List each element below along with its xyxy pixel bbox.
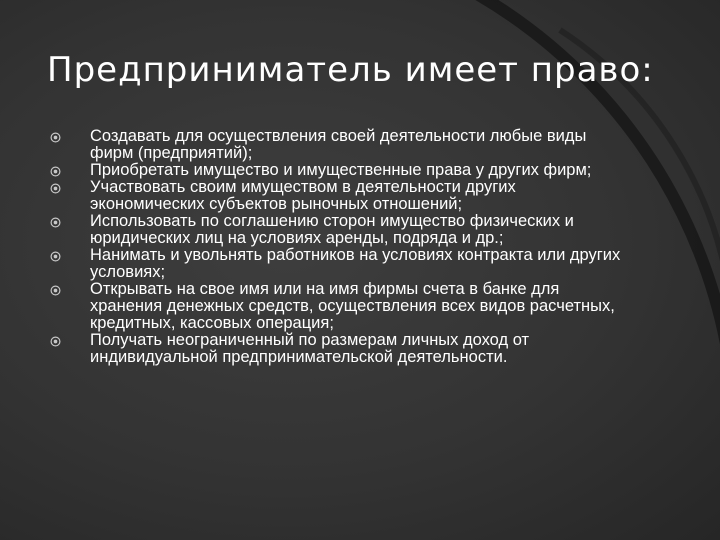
bullet-item bbox=[48, 281, 628, 332]
bullet-text: Создавать для осуществления своей деятельности любые виды фирм (предприятий); bbox=[90, 127, 587, 162]
bullet-item bbox=[48, 213, 628, 247]
bullet-text: Участвовать своим имуществом в деятельности других экономических субъектов рыночных отношений; bbox=[90, 178, 516, 213]
circle-dot-icon bbox=[50, 132, 61, 143]
bullet-item bbox=[48, 162, 628, 179]
bullet-text: Приобретать имущество и имущественные права у других фирм; bbox=[90, 161, 592, 179]
circle-dot-icon bbox=[50, 166, 61, 177]
circle-dot-icon bbox=[50, 336, 61, 347]
bullet-item bbox=[48, 247, 628, 281]
bullet-text: Получать неограниченный по размерам личных доход от индивидуальной предпринимательской деятельности. bbox=[90, 331, 530, 366]
bullet-item bbox=[48, 179, 628, 213]
bullet-text: Нанимать и увольнять работников на условиях контракта или других условиях; bbox=[90, 246, 621, 281]
bullet-item bbox=[48, 128, 628, 162]
circle-dot-icon bbox=[50, 217, 61, 228]
slide-title: Предприниматель имеет право: bbox=[47, 50, 654, 90]
circle-dot-icon bbox=[50, 285, 61, 296]
circle-dot-icon bbox=[50, 251, 61, 262]
bullet-list bbox=[48, 128, 628, 366]
bullet-text: Использовать по соглашению сторон имущество физических и юридических лиц на условиях аренды, подряда и др.; bbox=[90, 212, 574, 247]
bullet-item bbox=[48, 332, 628, 366]
bullet-text: Открывать на свое имя или на имя фирмы счета в банке для хранения денежных средств, осуществления всех видов расчетных, кредитных, кассовых операция; bbox=[90, 280, 615, 332]
circle-dot-icon bbox=[50, 183, 61, 194]
